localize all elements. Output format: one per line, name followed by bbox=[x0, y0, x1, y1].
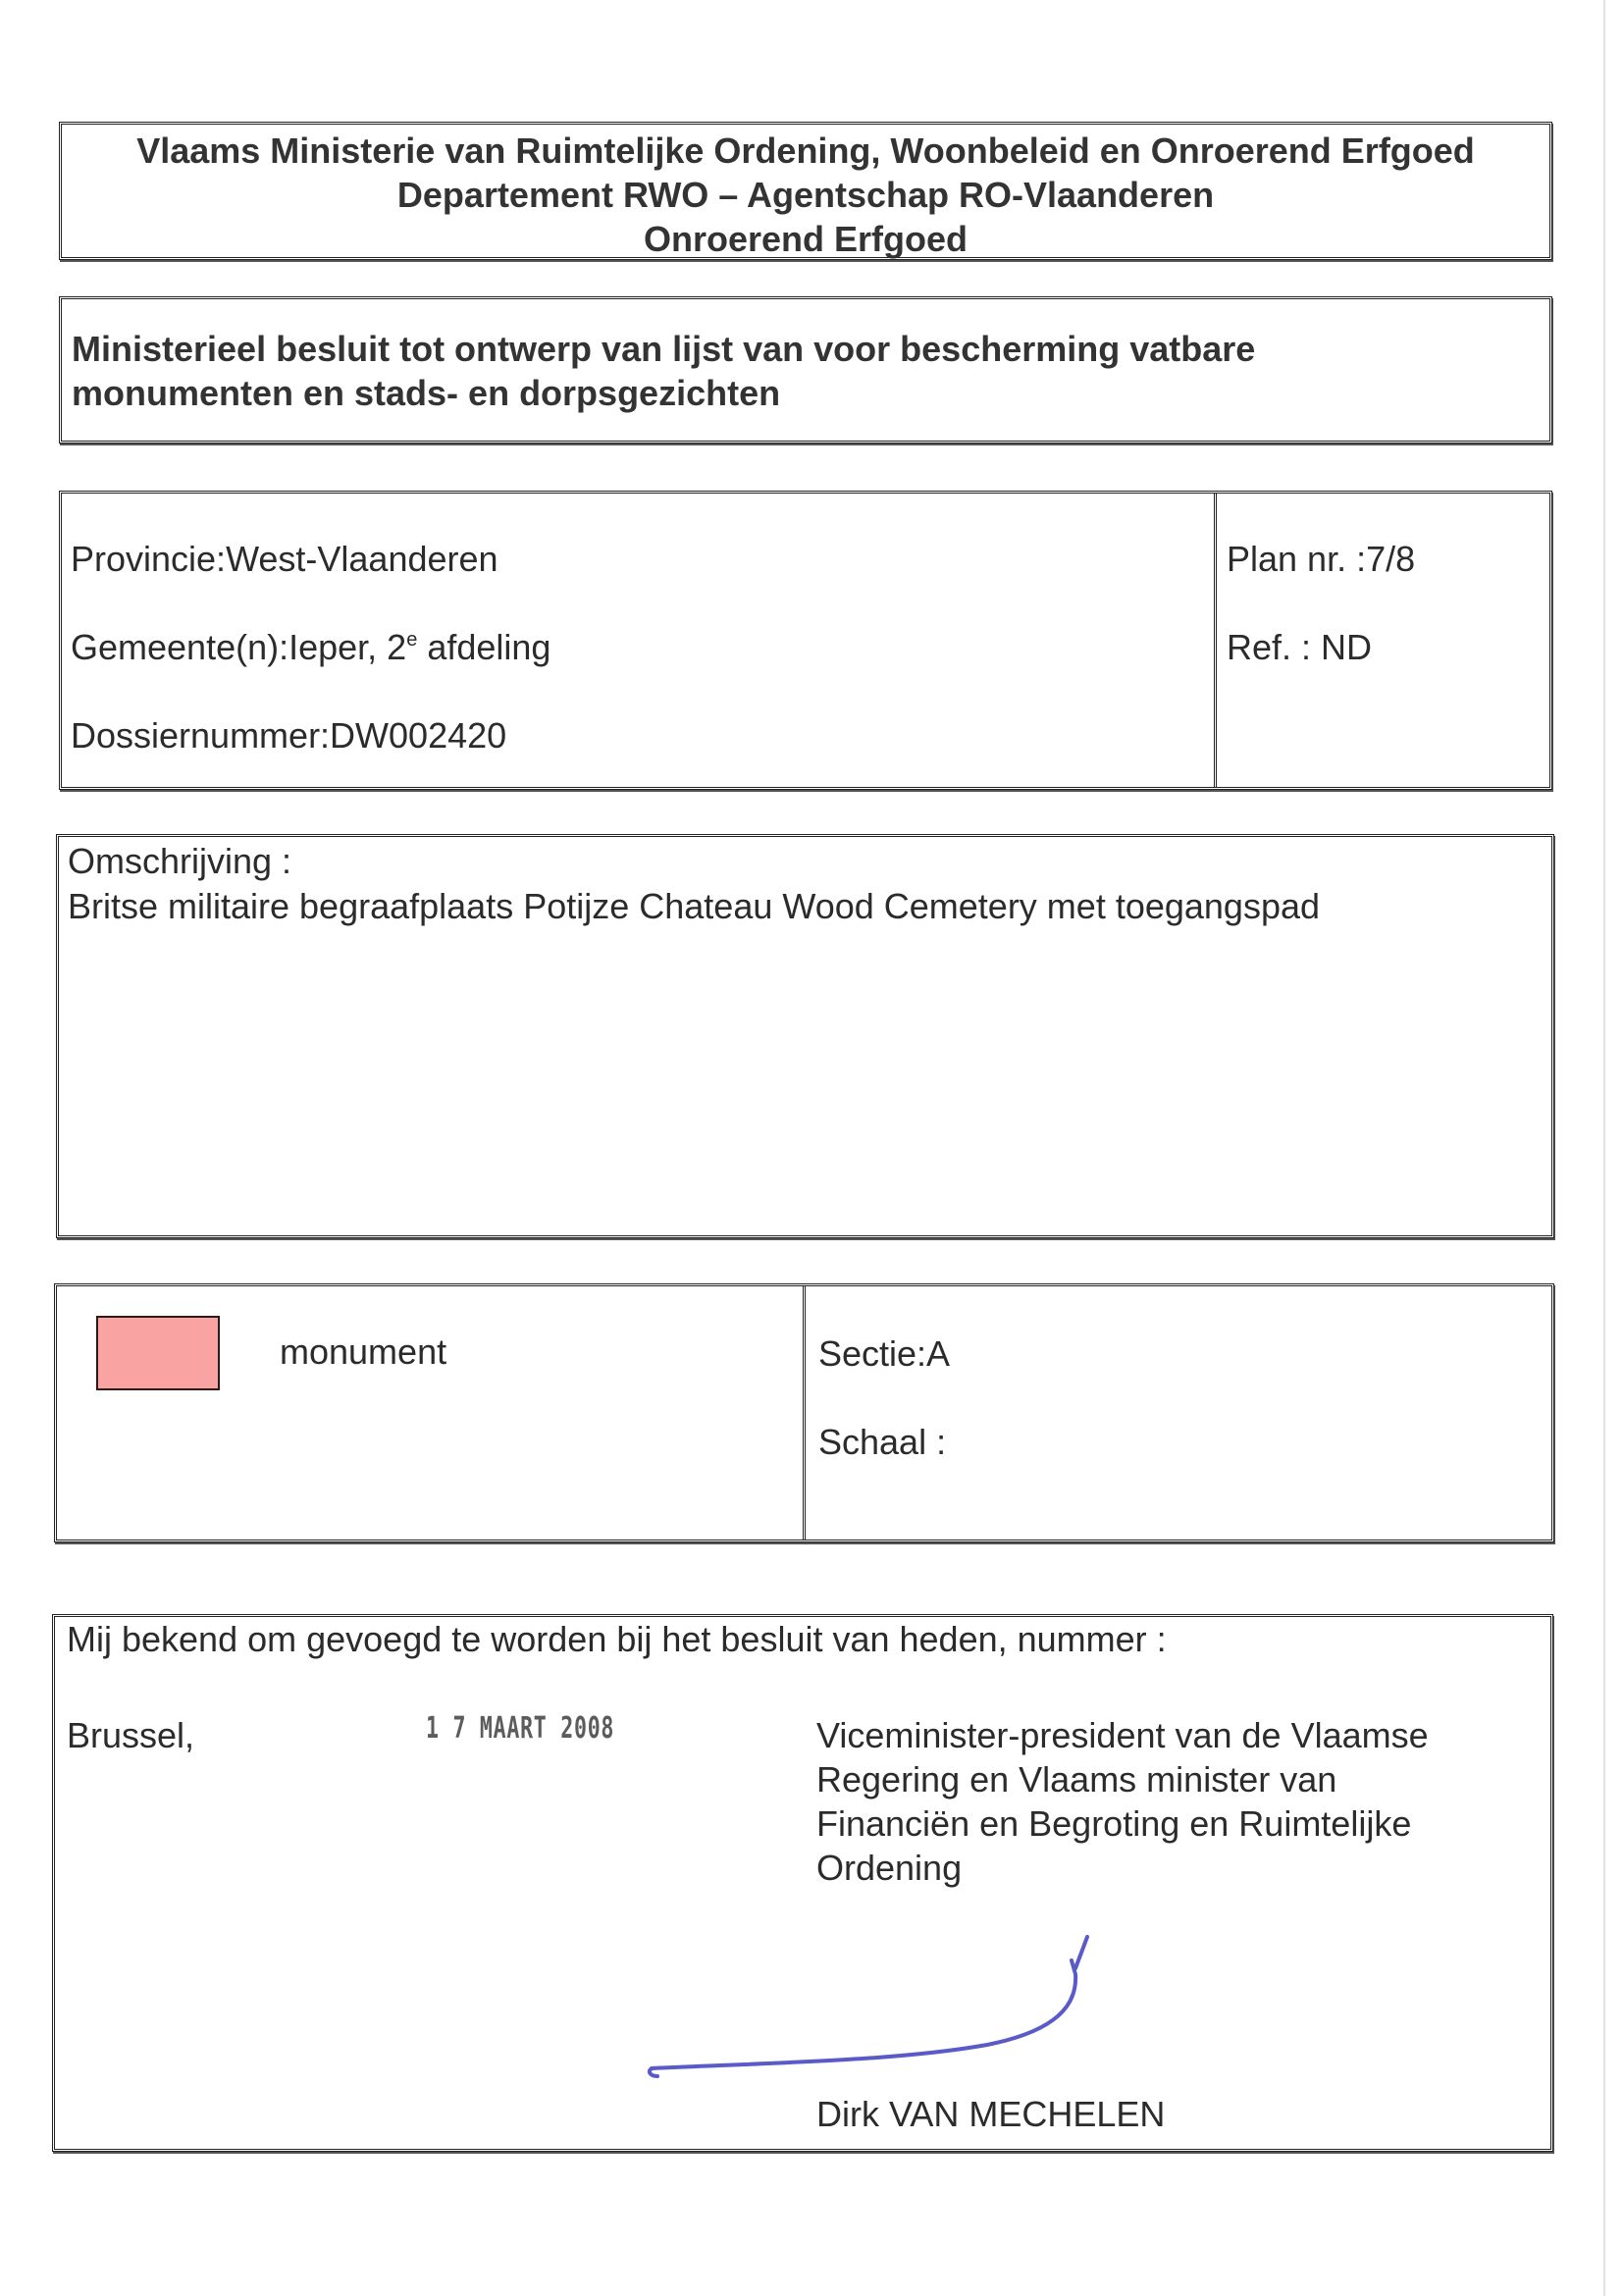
description-text: Britse militaire begraafplaats Potijze Chateau Wood Cemetery met toegangspad bbox=[68, 886, 1321, 926]
signing-place: Brussel, bbox=[67, 1715, 195, 1755]
gemeente-field bbox=[71, 628, 550, 667]
info-divider bbox=[1214, 494, 1217, 787]
signing-intro: Mij bekend om gevoegd te worden bij het besluit van heden, nummer : bbox=[67, 1619, 1167, 1659]
signatory-role-line1: Viceminister-president van de Vlaamse bbox=[816, 1715, 1429, 1755]
monument-swatch-icon bbox=[96, 1316, 220, 1390]
signatory-role-line4: Ordening bbox=[816, 1848, 963, 1888]
gemeente-suffix: afdeling bbox=[417, 627, 551, 667]
header-line-agency: Onroerend Erfgoed bbox=[643, 219, 969, 259]
header-line-department: Departement RWO – Agentschap RO-Vlaanderen bbox=[396, 175, 1215, 215]
handwritten-signature bbox=[644, 1929, 1193, 2096]
signatory-name: Dirk VAN MECHELEN bbox=[816, 2094, 1166, 2134]
decree-title-line2: monumenten en stads- en dorpsgezichten bbox=[72, 373, 781, 413]
provincie-field: Provincie:West-Vlaanderen bbox=[71, 539, 498, 579]
gemeente-prefix: Gemeente(n):Ieper, 2 bbox=[71, 627, 407, 667]
date-stamp: 1 7 MAART 2008 bbox=[426, 1711, 615, 1746]
page-edge-line bbox=[1603, 0, 1605, 2296]
signing-box bbox=[52, 1614, 1553, 2152]
signatory-role-line2: Regering en Vlaams minister van bbox=[816, 1759, 1337, 1800]
header-box bbox=[59, 122, 1552, 260]
signatory-role-line3: Financiën en Begroting en Ruimtelijke bbox=[816, 1803, 1412, 1844]
description-label: Omschrijving : bbox=[68, 841, 292, 881]
dossiernummer-field: Dossiernummer:DW002420 bbox=[71, 715, 507, 756]
info-box bbox=[59, 491, 1552, 790]
legend-box bbox=[54, 1283, 1554, 1542]
signature-stroke bbox=[650, 1937, 1087, 2076]
sectie-field: Sectie:A bbox=[818, 1333, 951, 1374]
decree-title-box bbox=[59, 296, 1552, 444]
plan-nr-field: Plan nr. :7/8 bbox=[1227, 539, 1416, 579]
decree-title-line1: Ministerieel besluit tot ontwerp van lijst van voor bescherming vatbare bbox=[72, 329, 1256, 369]
legend-divider bbox=[803, 1286, 806, 1539]
schaal-field: Schaal : bbox=[818, 1422, 947, 1462]
description-box bbox=[56, 834, 1554, 1238]
header-line-ministry: Vlaams Ministerie van Ruimtelijke Ordening, Woonbeleid en Onroerend Erfgoed bbox=[136, 130, 1475, 171]
ref-field: Ref. : ND bbox=[1227, 627, 1373, 667]
legend-monument-label: monument bbox=[280, 1331, 447, 1372]
gemeente-superscript: e bbox=[406, 629, 418, 651]
